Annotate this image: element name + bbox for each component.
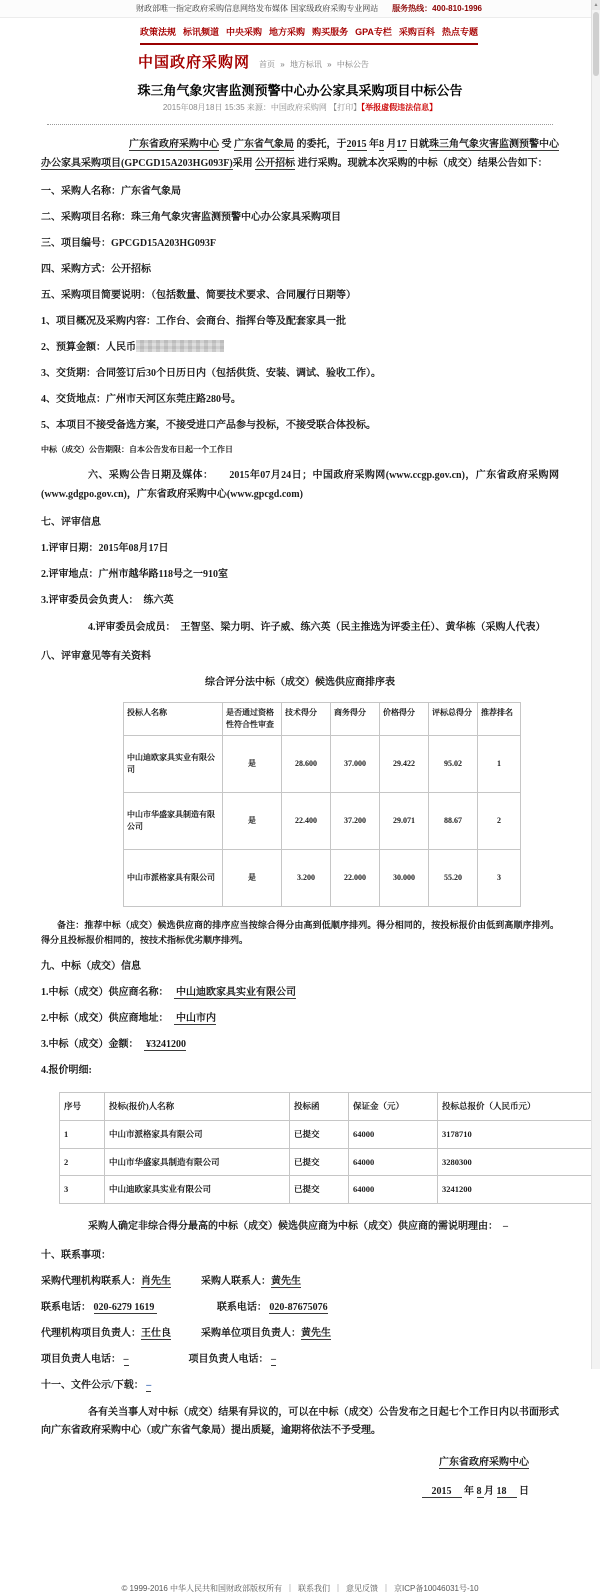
- text-segment: 采用: [232, 157, 256, 169]
- agency-contact: [41, 1276, 171, 1288]
- text-segment: 黄先生: [271, 1275, 301, 1287]
- breadcrumb-local-bids[interactable]: 地方标讯: [289, 60, 322, 69]
- budget-label: 2、预算金额：人民币: [41, 342, 136, 353]
- intro-paragraph: [41, 136, 559, 173]
- text-segment: 十一、文件公示/下载：: [41, 1379, 147, 1391]
- table-cell: 88.67: [429, 792, 478, 849]
- agency-project-leader: [41, 1328, 171, 1340]
- table-cell: 3178710: [438, 1120, 593, 1148]
- section-7-review-info: 七、评审信息: [41, 517, 101, 528]
- column-header: 技术得分: [282, 702, 331, 735]
- breadcrumb-current: 中标公告: [336, 60, 369, 69]
- nav-item-encyclopedia[interactable]: 采购百科: [398, 27, 435, 37]
- text-segment: ｜: [286, 1583, 295, 1593]
- text-segment: 中山市内: [173, 1013, 216, 1025]
- section-10-contacts: 十、联系事项：: [41, 1249, 111, 1261]
- table-cell: 中山迪欧家具实业有限公司: [105, 1176, 290, 1204]
- winner-address: [41, 1011, 559, 1026]
- text-segment: 1.中标（成交）供应商名称：: [41, 987, 174, 999]
- candidate-ranking-table: [123, 702, 521, 907]
- text-segment: 8: [379, 139, 384, 150]
- article-meta: [33, 102, 567, 113]
- table-cell: 1: [478, 735, 521, 792]
- section-4-method: 四、采购方式：公开招标: [41, 264, 151, 275]
- site-slogan: 财政部唯一指定政府采购信息网络发布媒体 国家级政府采购专业网站: [136, 4, 379, 13]
- text-segment: 采购人联系人：: [201, 1275, 271, 1287]
- section-6-media: 六、采购公告日期及媒体： 2015年07月24日；中国政府采购网(www.ccgp.gov.cn)，广东省政府采购网(www.gdgpo.gov.cn)，广东省政府采购中心(www.gpcgd.com): [41, 470, 559, 500]
- text-segment: 珠三角气象灾害监测预警中心办公家具采购项目(GPCGD15A203HG093F): [41, 139, 559, 169]
- text-segment: 采购代理机构联系人：: [41, 1275, 141, 1287]
- text-segment: © 1999-2016 中华人民共和国财政部版权所有: [121, 1583, 283, 1593]
- table-row: [60, 1176, 593, 1204]
- table-row: [124, 735, 521, 792]
- text-segment: 公开招标: [255, 157, 296, 169]
- agency-leader-phone: [41, 1354, 129, 1366]
- table-cell: 28.600: [282, 735, 331, 792]
- signature-block: [41, 1455, 529, 1499]
- table-cell: 已提交: [290, 1148, 349, 1176]
- nav-item-bid-channel[interactable]: 标讯频道: [183, 27, 220, 37]
- buyer-project-leader: [201, 1328, 331, 1340]
- table-cell: 37.200: [331, 792, 380, 849]
- table-cell: 是: [223, 792, 282, 849]
- table-cell: 95.02: [429, 735, 478, 792]
- breadcrumb-separator: »: [280, 60, 285, 69]
- text-segment: 肖先生: [141, 1275, 171, 1287]
- section-11-download: [41, 1378, 559, 1393]
- breadcrumb-home[interactable]: 首页: [259, 60, 276, 69]
- table-cell: 中山市派格家具有限公司: [124, 849, 223, 906]
- ranking-table-title: 综合评分法中标（成交）候选供应商排序表: [205, 676, 395, 688]
- table-cell: 中山市派格家具有限公司: [105, 1120, 290, 1148]
- scrollbar-thumb[interactable]: [593, 12, 599, 76]
- site-logo[interactable]: 中国政府采购网: [138, 54, 251, 71]
- table-cell: 37.000: [331, 735, 380, 792]
- table-row: [60, 1148, 593, 1176]
- table-cell: 30.000: [380, 849, 429, 906]
- text-segment: ｜: [334, 1583, 343, 1593]
- page-title: 珠三角气象灾害监测预警中心办公家具采购项目中标公告: [137, 83, 463, 98]
- text-segment: 日就: [406, 139, 429, 150]
- header-row: [124, 702, 521, 735]
- column-header: 商务得分: [331, 702, 380, 735]
- text-segment: 020-87675076: [269, 1301, 328, 1313]
- table-row: [60, 1120, 593, 1148]
- text-segment: 广东省气象局: [234, 139, 294, 150]
- ranking-remark: 备注：推荐中标（成交）候选供应商的排序应当按综合得分由高到低顺序排列。得分相同的，按投标报价由低到高顺序排列。得分且投标报价相同的，按技术指标优劣顺序排列。: [41, 919, 559, 945]
- page-footer: [0, 1583, 600, 1594]
- text-segment: 联系电话：: [41, 1301, 94, 1313]
- column-header: 投标函: [290, 1093, 349, 1121]
- announcement-article: [33, 80, 567, 1499]
- signature-org: [41, 1455, 529, 1470]
- section-8-review-opinions: 八、评审意见等有关资料: [41, 650, 151, 662]
- text-segment: ¥3241200: [143, 1039, 186, 1051]
- text-segment: 广东省政府采购中心: [439, 1456, 529, 1468]
- section-3-project-no: 三、项目编号：GPCGD15A203HG093F: [41, 238, 216, 249]
- non-highest-score-reason: 采购人确定非综合得分最高的中标（成交）候选供应商为中标（成交）供应商的需说明理由： –: [88, 1221, 508, 1233]
- column-header: 投标(报价)人名称: [105, 1093, 290, 1121]
- text-segment: 年: [461, 1485, 477, 1497]
- text-segment: 2.中标（成交）供应商地址：: [41, 1013, 174, 1025]
- text-segment: 年: [366, 139, 379, 150]
- table-cell: 2: [478, 792, 521, 849]
- table-row: [124, 792, 521, 849]
- item-2-budget: [41, 340, 559, 355]
- section-1-buyer: 一、采购人名称：广东省气象局: [41, 186, 181, 197]
- table-cell: 3241200: [438, 1176, 593, 1204]
- table-cell: 中山市华盛家具制造有限公司: [124, 792, 223, 849]
- text-segment: 王仕良: [141, 1327, 171, 1339]
- text-segment: 18: [496, 1485, 517, 1497]
- table-cell: 3: [60, 1176, 105, 1204]
- section-9-award-info: 九、中标（成交）信息: [41, 961, 141, 973]
- text-segment: 进行采购。现就本次采购的中标（成交）结果公告如下：: [295, 157, 548, 169]
- table-cell: 中山迪欧家具实业有限公司: [124, 735, 223, 792]
- agency-phone: [41, 1302, 157, 1314]
- column-header: 序号: [60, 1093, 105, 1121]
- text-segment: 2015: [421, 1485, 462, 1497]
- column-header: 投标总报价（人民币元）: [438, 1093, 593, 1121]
- nav-item-purchase-service[interactable]: 购买服务: [312, 27, 349, 37]
- bid-quotation-table: [59, 1092, 593, 1204]
- quotation-details-label: 4.报价明细:: [41, 1065, 92, 1077]
- contact-row-2: [41, 1300, 559, 1315]
- table-cell: 是: [223, 735, 282, 792]
- buyer-contact: [201, 1276, 301, 1288]
- review-committee-members: 4.评审委员会成员： 王智坚、梁力明、许子威、练六英（民主推选为评委主任）、黄华栋（采购人代表）: [88, 622, 546, 633]
- breadcrumb-separator: »: [327, 60, 332, 69]
- nav-item-local-procurement[interactable]: 地方采购: [269, 27, 306, 37]
- text-segment: –: [123, 1353, 129, 1365]
- nav-item-central-procurement[interactable]: 中央采购: [226, 27, 263, 37]
- buyer-phone: [217, 1302, 328, 1314]
- service-hotline: 服务热线：400-810-1996: [392, 4, 482, 13]
- section-2-project-name: 二、采购项目名称：珠三角气象灾害监测预警中心办公家具采购项目: [41, 212, 341, 223]
- review-committee-leader: 3.评审委员会负责人： 练六英: [41, 595, 174, 606]
- signature-date: [41, 1484, 529, 1499]
- table-cell: 29.071: [380, 792, 429, 849]
- announcement-period-note: 中标（成交）公告期限：自本公告发布日起一个工作日: [41, 445, 233, 454]
- item-1-scope: 1、项目概况及采购内容：工作台、会商台、指挥台等及配套家具一批: [41, 316, 346, 327]
- site-header: [138, 51, 600, 72]
- nav-item-policy[interactable]: 政策法规: [140, 27, 177, 37]
- nav-item-hot-topics[interactable]: 热点专题: [441, 27, 478, 37]
- table-row: [124, 849, 521, 906]
- header-row: [60, 1093, 593, 1121]
- breadcrumb: [259, 59, 372, 70]
- text-segment: 采购单位项目负责人：: [201, 1327, 301, 1339]
- winner-amount: [41, 1037, 559, 1052]
- table-cell: 64000: [349, 1148, 438, 1176]
- table-cell: 1: [60, 1120, 105, 1148]
- text-segment: 黄先生: [301, 1327, 331, 1339]
- winner-name: [41, 985, 559, 1000]
- review-place: 2.评审地点：广州市越华路118号之一910室: [41, 569, 228, 580]
- contact-row-3: [41, 1326, 559, 1341]
- section-5-brief: 五、采购项目简要说明：（包括数量、简要技术要求、合同履行日期等）: [41, 290, 356, 301]
- table-cell: 2: [60, 1148, 105, 1176]
- footer-link-feedback[interactable]: 意见反馈: [346, 1583, 379, 1593]
- announcement-body: [33, 136, 567, 1499]
- table-cell: 22.000: [331, 849, 380, 906]
- table-cell: 3.200: [282, 849, 331, 906]
- text-segment: 020-6279 1619: [93, 1301, 157, 1313]
- contact-row-1: [41, 1274, 559, 1289]
- redacted-budget-amount: [136, 340, 224, 352]
- table-cell: 64000: [349, 1176, 438, 1204]
- text-segment: 中山迪欧家具实业有限公司: [173, 987, 296, 999]
- text-segment: ｜: [382, 1583, 391, 1593]
- text-segment: 月: [484, 1485, 497, 1497]
- item-4-delivery-place: 4、交货地点：广州市天河区东莞庄路280号。: [41, 394, 241, 405]
- column-header: 价格得分: [380, 702, 429, 735]
- text-segment: 日: [516, 1485, 529, 1497]
- text-segment: 受: [219, 139, 234, 150]
- text-segment: –: [271, 1353, 276, 1365]
- text-segment: 3.中标（成交）金额：: [41, 1039, 144, 1051]
- column-header: 推荐排名: [478, 702, 521, 735]
- item-5-restrictions: 5、本项目不接受备选方案，不接受进口产品参与投标，不接受联合体投标。: [41, 420, 376, 431]
- column-header: 保证金（元）: [349, 1093, 438, 1121]
- text-segment: 项目负责人电话：: [188, 1353, 271, 1365]
- footer-link-icp[interactable]: 京ICP备10046031号-10: [394, 1583, 479, 1593]
- table-cell: 29.422: [380, 735, 429, 792]
- footer-link-contact[interactable]: 联系我们: [298, 1583, 331, 1593]
- text-segment: 17: [396, 139, 407, 150]
- table-cell: 已提交: [290, 1120, 349, 1148]
- nav-item-gpa[interactable]: GPA专栏: [355, 27, 392, 37]
- text-segment: 月: [384, 139, 397, 150]
- separator-line: [47, 124, 553, 125]
- buyer-leader-phone: [189, 1354, 277, 1366]
- table-cell: 3280300: [438, 1148, 593, 1176]
- review-date: 1.评审日期：2015年08月17日: [41, 543, 169, 554]
- table-cell: 55.20: [429, 849, 478, 906]
- text-segment: 2015: [346, 139, 367, 150]
- text-segment: 项目负责人电话：: [41, 1353, 124, 1365]
- main-nav: [140, 25, 478, 45]
- table-cell: 中山市华盛家具制造有限公司: [105, 1148, 290, 1176]
- item-3-delivery-period: 3、交货期：合同签订后30个日历日内（包括供货、安装、调试、验收工作）。: [41, 368, 381, 379]
- text-segment: 8: [476, 1485, 484, 1497]
- text-segment: 代理机构项目负责人：: [41, 1327, 141, 1339]
- column-header: 是否通过资格性符合性审查: [223, 702, 282, 735]
- text-segment: 2015年08月18日 15:35 来源：中国政府采购网: [162, 103, 330, 112]
- print-button[interactable]: 【打印】: [329, 103, 362, 112]
- top-utility-bar: [0, 0, 600, 18]
- table-cell: 22.400: [282, 792, 331, 849]
- table-cell: 已提交: [290, 1176, 349, 1204]
- column-header: 投标人名称: [124, 702, 223, 735]
- table-cell: 64000: [349, 1120, 438, 1148]
- table-cell: 是: [223, 849, 282, 906]
- text-segment: 的委托，于: [294, 139, 347, 150]
- scrollbar[interactable]: [591, 0, 600, 1369]
- objection-paragraph: 各有关当事人对中标（成交）结果有异议的，可以在中标（成交）公告发布之日起七个工作日内以书面形式向广东省政府采购中心（或广东省气象局）提出质疑，逾期将依法不予受理。: [41, 1406, 559, 1437]
- table-cell: 3: [478, 849, 521, 906]
- column-header: 评标总得分: [429, 702, 478, 735]
- report-link[interactable]: 【举报虚假违法信息】: [361, 103, 438, 112]
- scrollbar-up-arrow[interactable]: ▲: [593, 2, 599, 8]
- download-link[interactable]: –: [146, 1379, 152, 1391]
- contact-row-4: [41, 1352, 559, 1367]
- text-segment: 广东省政府采购中心: [129, 139, 219, 150]
- text-segment: 联系电话：: [216, 1301, 270, 1313]
